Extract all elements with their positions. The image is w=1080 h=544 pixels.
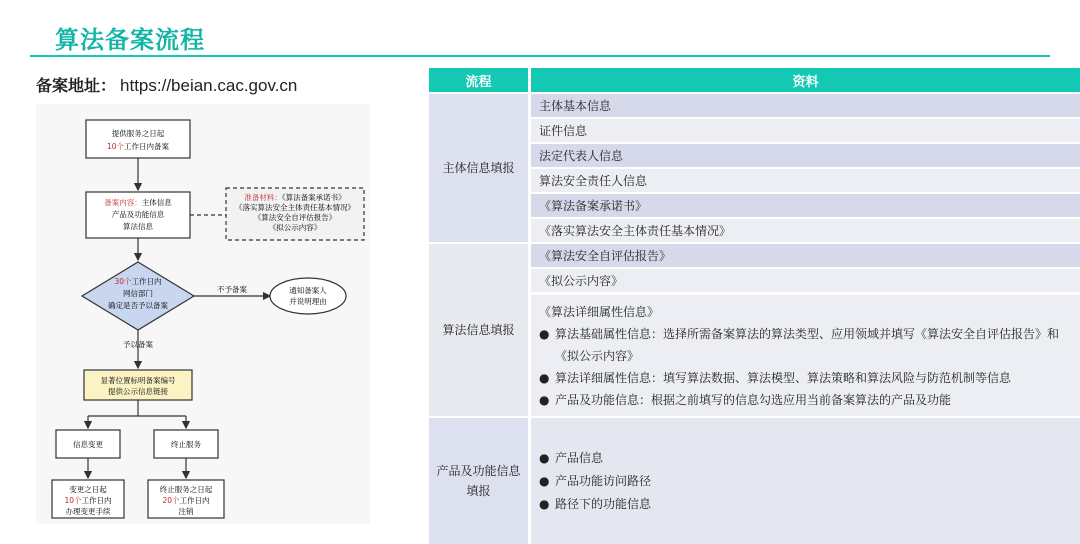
materials-line1: [244, 192, 345, 202]
algorithm-detail-head: 《算法详细属性信息》: [539, 305, 660, 319]
decision-suffix: 工作日内: [131, 277, 162, 286]
address-url[interactable]: https://beian.cac.gov.cn: [120, 76, 298, 95]
flowchart: [36, 104, 370, 524]
list-item-text: 产品信息: [555, 451, 604, 465]
step-content-subject: 主体信息: [141, 198, 172, 207]
bullet-icon: ●: [539, 497, 550, 511]
change-end-days: 10个: [64, 496, 82, 505]
change-end-suffix: 工作日内: [81, 496, 112, 505]
decision-line1: [114, 276, 162, 286]
reject-line1: 通知备案人: [289, 286, 327, 295]
reject-line2: 并说明理由: [289, 297, 327, 306]
list-item: [539, 389, 1072, 411]
change-end-line1: 变更之日起: [69, 485, 107, 494]
list-item: [539, 493, 1072, 516]
terminate-end-line1: 终止服务之日起: [159, 485, 213, 494]
step-content-line1: [104, 197, 172, 207]
bullet-icon: ●: [539, 474, 550, 488]
table-row: 《落实算法安全主体责任基本情况》: [531, 219, 1080, 242]
algorithm-detail-cell: [531, 295, 1080, 416]
materials-item3: 《算法安全自评估报告》: [253, 213, 337, 222]
list-item: [539, 470, 1072, 493]
terminate-text: 终止服务: [171, 440, 201, 449]
table-row: 证件信息: [531, 119, 1080, 142]
header-process: 流程: [429, 68, 528, 92]
step-publish-line2: 提供公示信息链接: [108, 387, 168, 396]
change-end-line2: [64, 495, 112, 505]
list-item-text: 算法详细属性信息：填写算法数据、算法模型、算法策略和算法风险与防范机制等信息: [555, 371, 1012, 385]
step-publish-line1: 显著位置标明备案编号: [100, 376, 176, 385]
terminate-end-days: 20个: [162, 496, 180, 505]
table-row: 主体基本信息: [531, 94, 1080, 117]
address-label: 备案地址：: [36, 76, 117, 95]
terminate-end-suffix: 工作日内: [179, 496, 210, 505]
terminate-end-line2: [162, 495, 210, 505]
bullet-icon: ●: [539, 393, 550, 407]
bullet-icon: ●: [539, 371, 550, 385]
decision-line3: 确定是否予以备案: [108, 301, 168, 310]
table-row: 《算法备案承诺书》: [531, 194, 1080, 217]
group-subject-label: 主体信息填报: [429, 94, 528, 242]
table-row: 《算法安全自评估报告》: [531, 244, 1080, 267]
filing-address: [36, 73, 297, 96]
list-item: [539, 367, 1072, 389]
reject-box: [270, 278, 346, 314]
reject-label: 不予备案: [217, 285, 247, 294]
table-row: 法定代表人信息: [531, 144, 1080, 167]
step-start-box: [86, 120, 190, 158]
step-content-line3: 算法信息: [123, 222, 153, 231]
table-row: 算法安全责任人信息: [531, 169, 1080, 192]
flowchart-svg: [36, 104, 370, 524]
change-text: 信息变更: [73, 440, 103, 449]
group-algorithm-label: 算法信息填报: [429, 244, 528, 416]
materials-item4: 《拟公示内容》: [268, 223, 322, 232]
step-start-suffix: 工作日内备案: [124, 142, 170, 151]
step-content-line2: 产品及功能信息: [111, 210, 165, 219]
list-item-text: 算法基础属性信息：选择所需备案算法的算法类型、应用领域并填写《算法安全自评估报告》和《拟公示内容》: [555, 327, 1060, 363]
change-end-line3: 办理变更手续: [65, 507, 111, 516]
list-item-text: 产品功能访问路径: [555, 474, 652, 488]
list-item-text: 产品及功能信息：根据之前填写的信息勾选应用当前备案算法的产品及功能: [555, 393, 952, 407]
bullet-icon: ●: [539, 327, 550, 341]
approve-label: 予以备案: [123, 340, 153, 349]
step-start-line2: [107, 141, 170, 151]
list-item: [539, 447, 1072, 470]
materials-item2: 《落实算法安全主体责任基本情况》: [235, 203, 355, 212]
decision-line2: 网信部门: [123, 289, 153, 298]
terminate-end-line3: 注销: [178, 507, 194, 516]
list-item-text: 路径下的功能信息: [555, 497, 652, 511]
step-content-label: 备案内容：: [104, 198, 142, 207]
page-title: 算法备案流程: [55, 26, 205, 54]
decision-days: 30个: [114, 277, 132, 286]
step-start-line1: 提供服务之日起: [111, 129, 165, 138]
title-divider: [30, 55, 1050, 57]
materials-item1: 《算法备案承诺书》: [281, 193, 346, 202]
product-cell: [531, 418, 1080, 544]
group-product-label: 产品及功能信息填报: [429, 418, 528, 544]
step-start-days: 10个: [106, 142, 125, 151]
table-row: 《拟公示内容》: [531, 269, 1080, 292]
bullet-icon: ●: [539, 451, 550, 465]
header-materials: 资料: [531, 68, 1080, 92]
materials-label: 准备材料：: [244, 193, 282, 202]
list-item: [539, 323, 1072, 367]
